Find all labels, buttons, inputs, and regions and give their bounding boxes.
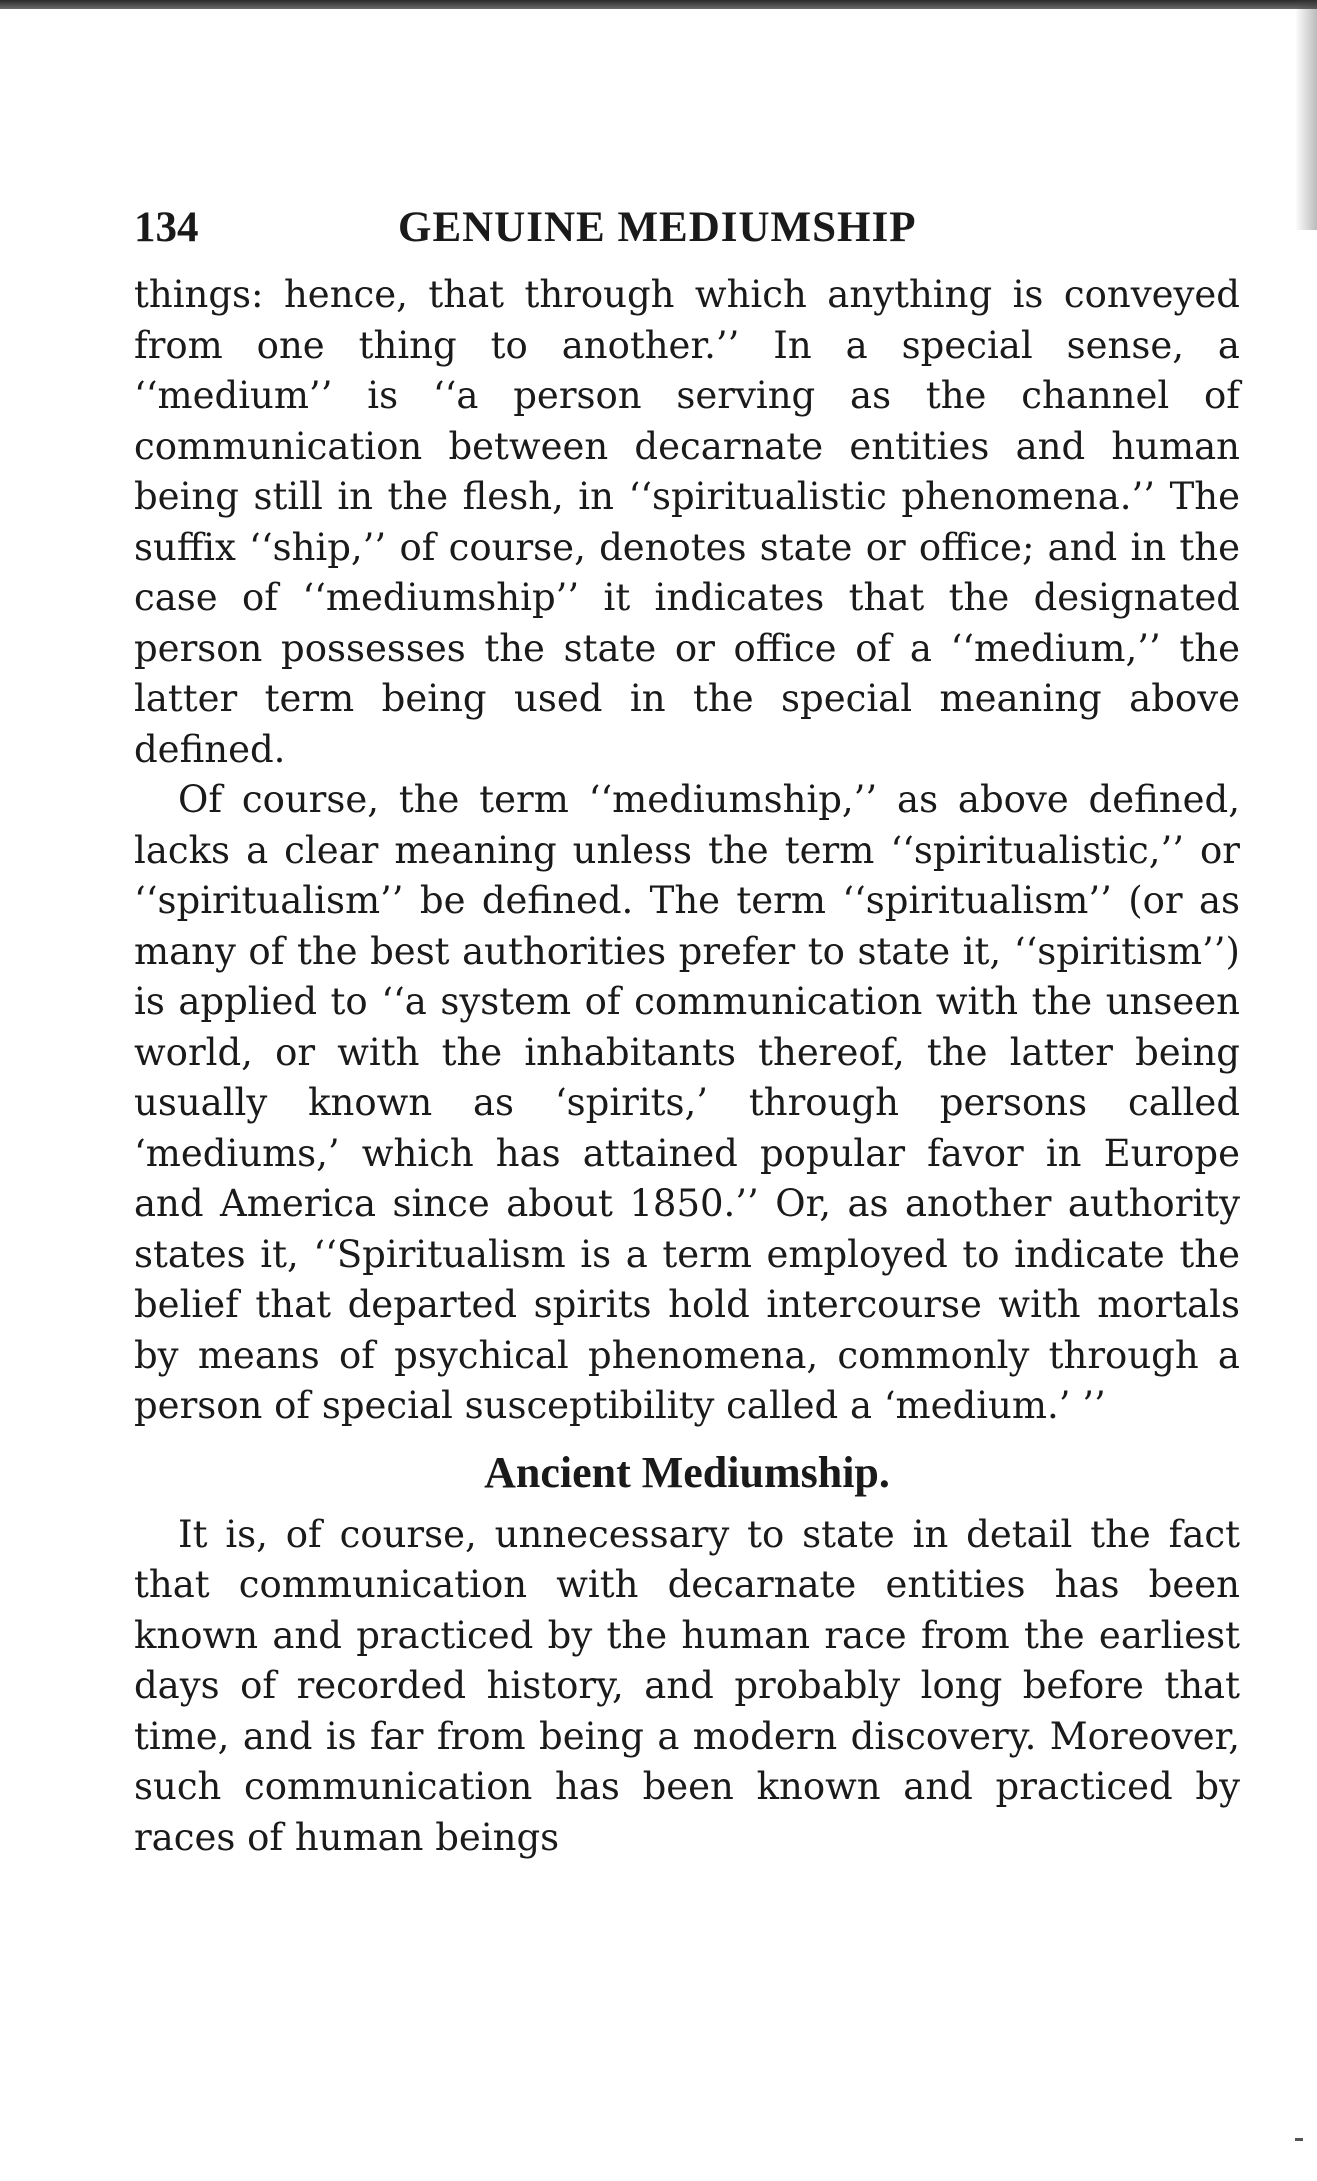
section-heading: Ancient Mediumship.	[484, 1447, 890, 1497]
top-edge-rule	[0, 0, 1317, 9]
page-body	[134, 270, 1240, 1863]
paragraph-continued: things: hence, that through which anything is conveyed from one thing to another.’’ In a special sense, a ‘‘medium’’ is ‘‘a person serving as the channel of communication between decarnate entities and human being still in the flesh, in ‘‘spiritualistic phenomena.’’ The suffix ‘‘ship,’’ of course, denotes state or office; and in the case of ‘‘mediumship’’ it indicates that the designated person possesses the state or office of a ‘‘medium,’’ the latter term being used in the special meaning above defined.	[134, 273, 1240, 771]
running-title: GENUINE MEDIUMSHIP	[398, 204, 917, 251]
paragraph-spiritualism-definition: Of course, the term ‘‘mediumship,’’ as above defined, lacks a clear meaning unless the term ‘‘spiritualistic,’’ or ‘‘spiritualism’’ be defined. The term ‘‘spiritualism’’ (or as many of the best authorities prefer to state it, ‘‘spiritism’’) is applied to ‘‘a system of communication with the unseen world, or with the inhabitants thereof, the latter being usually known as ‘spirits,’ through persons called ‘mediums,’ which has attained popular favor in Europe and America since about 1850.’’ Or, as another authority states it, ‘‘Spiritualism is a term employed to indicate the belief that departed spirits hold intercourse with mortals by means of psychical phenomena, commonly through a person of special susceptibility called a ‘medium.’ ’’	[134, 778, 1240, 1427]
page-edge-shadow	[1295, 0, 1317, 230]
page-edge-mark	[1295, 2138, 1303, 2141]
running-header	[134, 198, 1244, 258]
page-number: 134	[134, 204, 199, 251]
paragraph-ancient-mediumship: It is, of course, unnecessary to state in detail the fact that communication with decarnate entities has been known and practiced by the human race from the earliest days of recorded history, and probably long before that time, and is far from being a modern discovery. Moreover, such communication has been known and practiced by races of human beings	[134, 1512, 1240, 1859]
